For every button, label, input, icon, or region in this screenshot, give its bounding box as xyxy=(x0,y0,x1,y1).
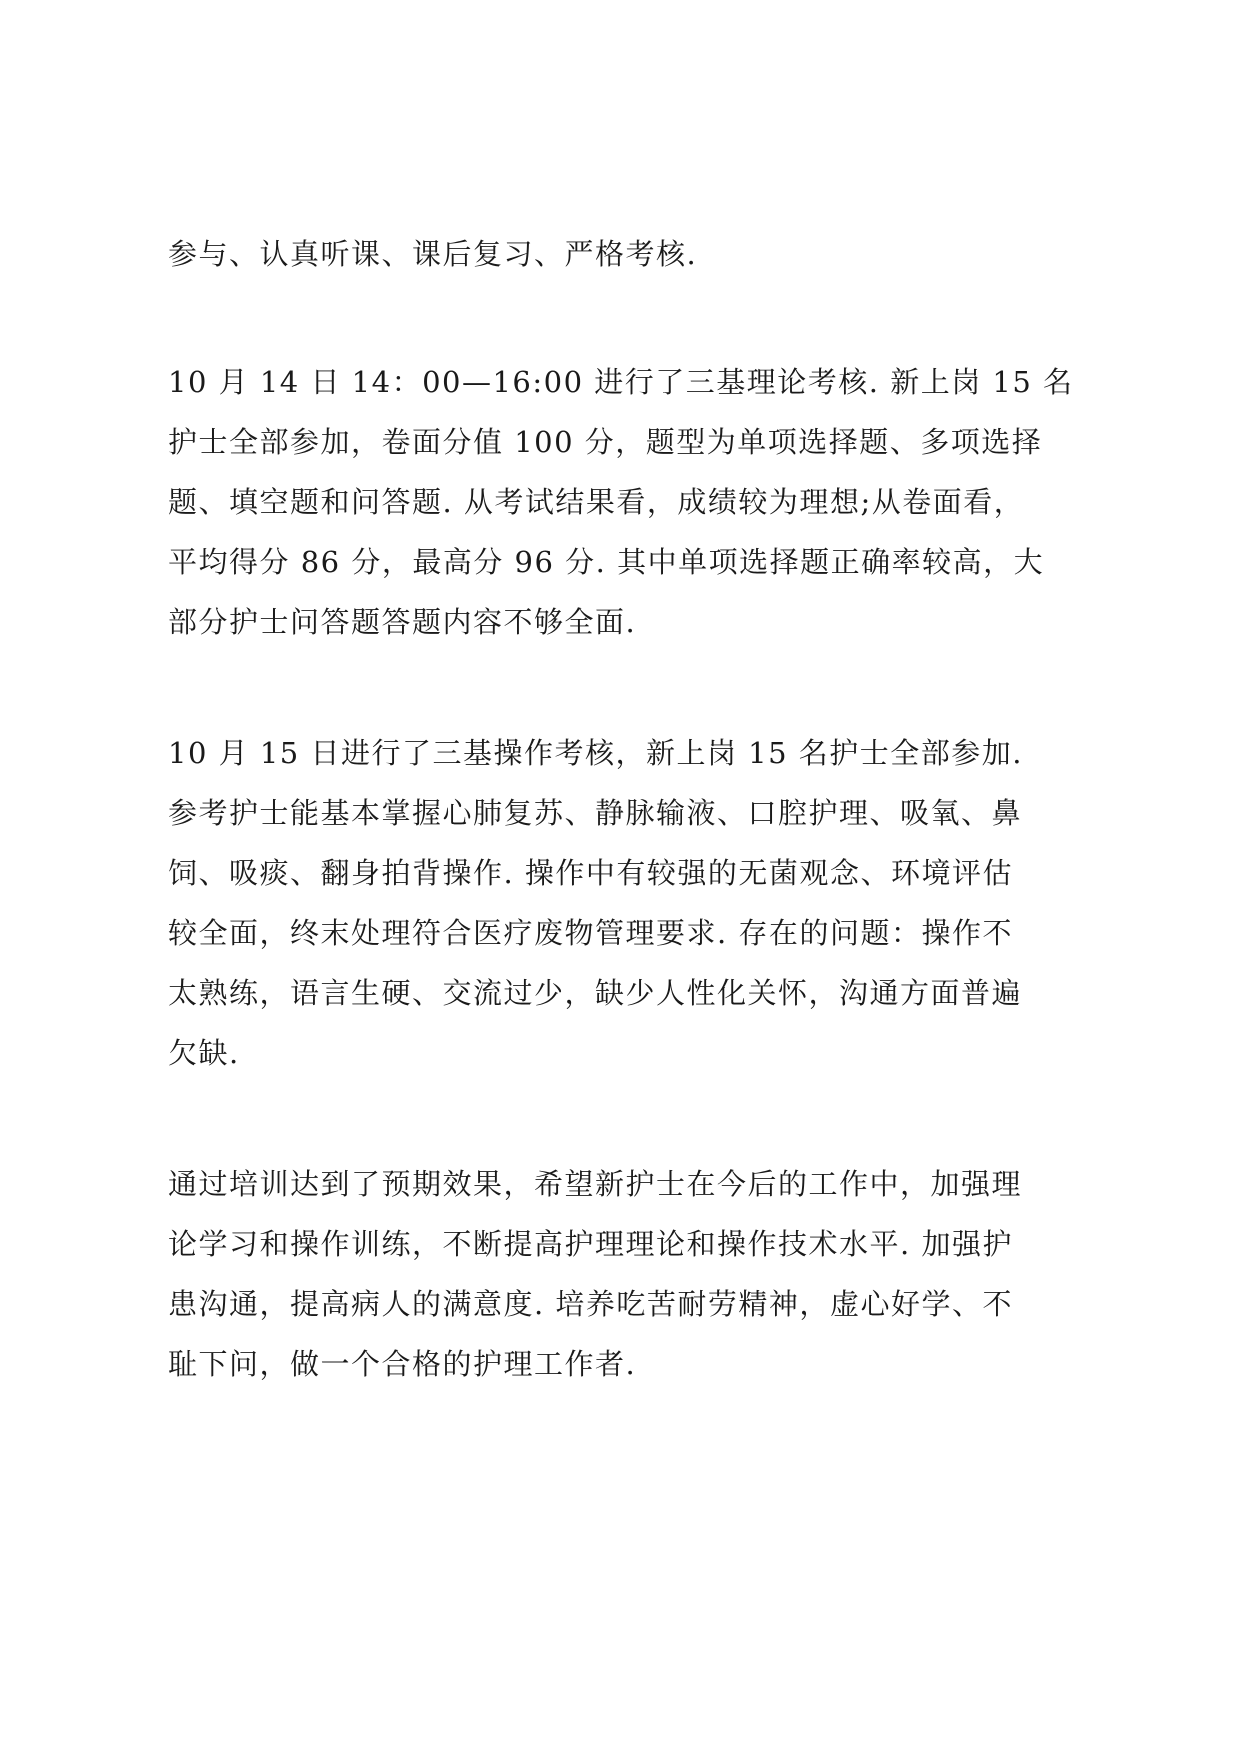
paragraph-line: 较全面，终末处理符合医疗废物管理要求. 存在的问题：操作不 xyxy=(168,916,1013,950)
paragraph-line: 10 月 15 日进行了三基操作考核，新上岗 15 名护士全部参加. xyxy=(168,736,1024,770)
paragraph-line: 耻下问，做一个合格的护理工作者. xyxy=(168,1347,637,1381)
paragraph-line: 通过培训达到了预期效果，希望新护士在今后的工作中，加强理 xyxy=(168,1167,1023,1201)
paragraph-line: 部分护士问答题答题内容不够全面. xyxy=(168,605,637,639)
paragraph-line: 患沟通，提高病人的满意度. 培养吃苦耐劳精神，虚心好学、不 xyxy=(168,1287,1013,1321)
paragraph-line: 参与、认真听课、课后复习、严格考核. xyxy=(168,237,698,271)
paragraph-line: 护士全部参加，卷面分值 100 分，题型为单项选择题、多项选择 xyxy=(168,425,1043,459)
paragraph-line: 平均得分 86 分，最高分 96 分. 其中单项选择题正确率较高，大 xyxy=(168,545,1045,579)
paragraph-line: 欠缺. xyxy=(168,1036,240,1070)
paragraph-line: 太熟练，语言生硬、交流过少，缺少人性化关怀，沟通方面普遍 xyxy=(168,976,1023,1010)
paragraph-line: 10 月 14 日 14：00—16:00 进行了三基理论考核. 新上岗 15 名 xyxy=(168,365,1074,399)
paragraph-line: 论学习和操作训练，不断提高护理理论和操作技术水平. 加强护 xyxy=(168,1227,1013,1261)
paragraph-line: 参考护士能基本掌握心肺复苏、静脉输液、口腔护理、吸氧、鼻 xyxy=(168,796,1023,830)
paragraph-line: 饲、吸痰、翻身拍背操作. 操作中有较强的无菌观念、环境评估 xyxy=(168,856,1013,890)
paragraph-line: 题、填空题和问答题. 从考试结果看，成绩较为理想;从卷面看， xyxy=(168,485,1025,519)
